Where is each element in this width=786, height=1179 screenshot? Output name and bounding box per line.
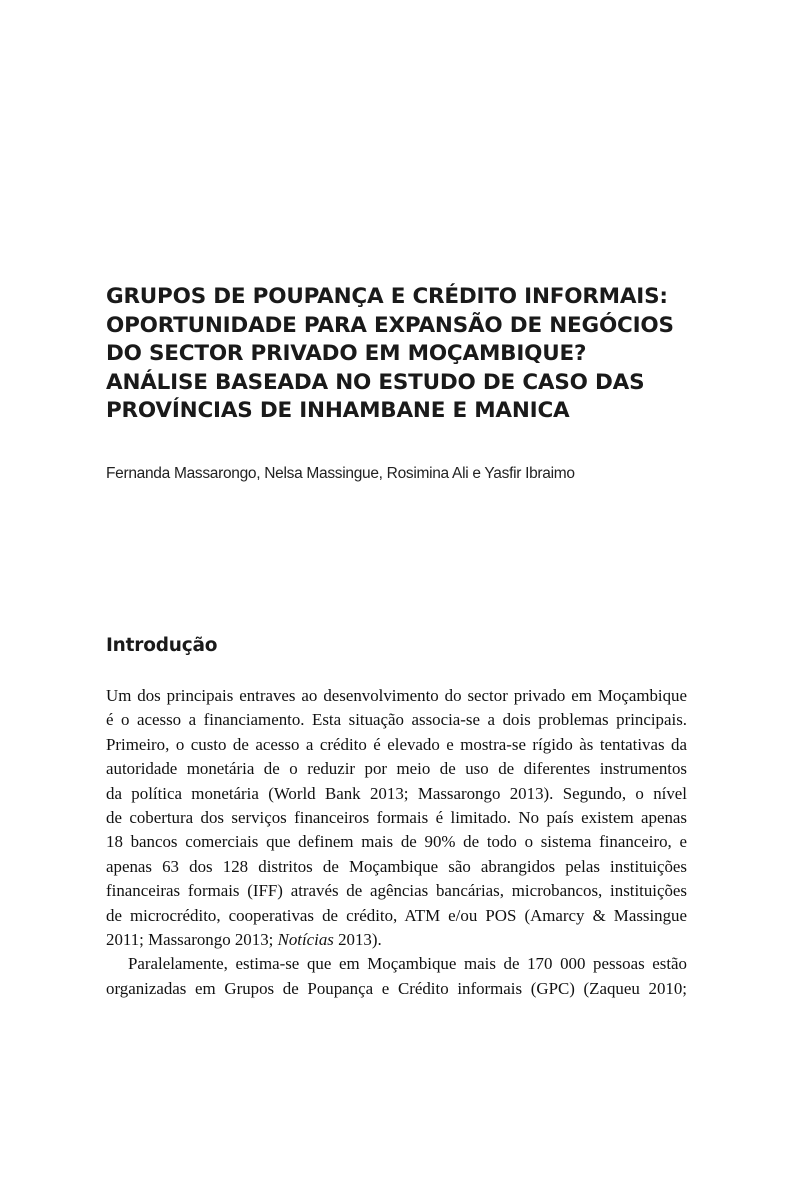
text-line: Primeiro, o custo de acesso a crédito é elevado e mostra-se rígido às tentativas da	[106, 734, 687, 754]
text-line	[106, 928, 687, 952]
text-line: apenas 63 dos 128 distritos de Moçambique são abrangidos pelas instituições	[106, 856, 687, 876]
paragraph	[106, 684, 687, 952]
text-line: 18 bancos comerciais que definem mais de 90% de todo o sistema financeiro, e	[106, 832, 687, 852]
text-run: 2013).	[333, 929, 382, 949]
text-line: Um dos principais entraves ao desenvolvimento do sector privado em Moçambique	[106, 686, 687, 705]
text-line: Paralelamente, estima-se que em Moçambique mais de 170 000 pessoas estão	[128, 954, 687, 974]
title-line: ANÁLISE BASEADA NO ESTUDO DE CASO DAS	[106, 369, 645, 395]
article-authors: Fernanda Massarongo, Nelsa Massingue, Rosimina Ali e Yasfir Ibraimo	[106, 465, 575, 482]
section-heading-introduction: Introdução	[106, 635, 218, 656]
text-line: de microcrédito, cooperativas de crédito, ATM e/ou POS (Amarcy & Massingue	[106, 905, 687, 925]
italic-citation: Notícias	[277, 929, 334, 949]
title-line: DO SECTOR PRIVADO EM MOÇAMBIQUE?	[106, 341, 587, 367]
text-line: financeiras formais (IFF) através de agências bancárias, microbancos, instituições	[106, 881, 687, 901]
body-text	[106, 684, 687, 1001]
title-line: PROVÍNCIAS DE INHAMBANE E MANICA	[106, 398, 570, 424]
article-title	[106, 283, 706, 426]
paragraph	[106, 952, 687, 1001]
text-line: de cobertura dos serviços financeiros formais é limitado. No país existem apenas	[106, 807, 687, 827]
text-line: da política monetária (World Bank 2013; Massarongo 2013). Segundo, o nível	[106, 783, 687, 803]
title-line: OPORTUNIDADE PARA EXPANSÃO DE NEGÓCIOS	[106, 312, 674, 338]
text-line: autoridade monetária de o reduzir por meio de uso de diferentes instrumentos	[106, 759, 687, 779]
text-run: 2011; Massarongo 2013;	[106, 929, 278, 949]
text-line: organizadas em Grupos de Poupança e Crédito informais (GPC) (Zaqueu 2010;	[106, 978, 687, 998]
text-line: é o acesso a financiamento. Esta situação associa-se a dois problemas principais.	[106, 710, 687, 730]
title-line: GRUPOS DE POUPANÇA E CRÉDITO INFORMAIS:	[106, 284, 668, 309]
